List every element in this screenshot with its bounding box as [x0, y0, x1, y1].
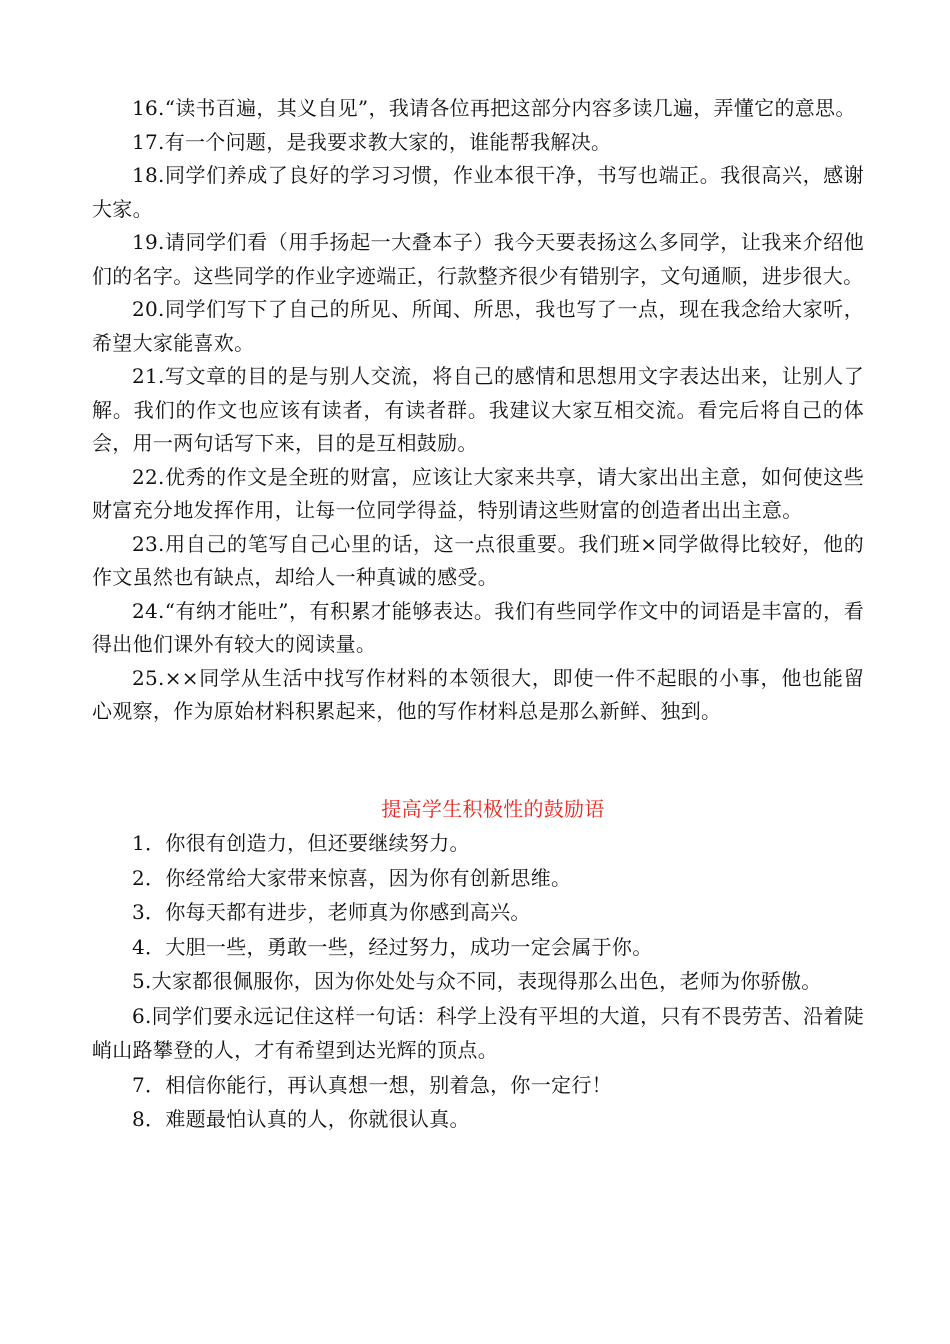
list-item-4: 4．大胆一些，勇敢一些，经过努力，成功一定会属于你。: [132, 934, 653, 959]
paragraph-17: 17.有一个问题，是我要求教大家的，谁能帮我解决。: [132, 129, 612, 154]
list-item-8: 8．难题最怕认真的人，你就很认真。: [132, 1107, 470, 1131]
paragraph-19: 19.请同学们看（用手扬起一大叠本子）我今天要表扬这么多同学，让我来介绍他们的名字。这些同学的作业字迹端正，行款整齐很少有错别字，文句通顺，进步很大。: [92, 230, 864, 288]
paragraph-16: 16.“读书百遍，其义自见”，我请各位再把这部分内容多读几遍，弄懂它的意思。: [132, 96, 856, 120]
list-item-1: 1．你很有创造力，但还要继续努力。: [132, 831, 470, 855]
list-item-2: 2．你经常给大家带来惊喜，因为你有创新思维。: [132, 865, 572, 890]
paragraph-25: 25.××同学从生活中找写作材料的本领很大，即使一件不起眼的小事，他也能留心观察，作为原始材料积累起来，他的写作材料总是那么新鲜、独到。: [92, 665, 864, 723]
paragraph-21: 21.写文章的目的是与别人交流，将自己的感情和思想用文字表达出来，让别人了解。我们的作文也应该有读者，有读者群。我建议大家互相交流。看完后将自己的体会，用一两句话写下来，目的是互相鼓励。: [92, 364, 864, 455]
paragraph-18: 18.同学们养成了良好的学习习惯，作业本很干净，书写也端正。我很高兴，感谢大家。: [92, 163, 864, 221]
section-title: 提高学生积极性的鼓励语: [381, 796, 605, 821]
list-item-5: 5.大家都很佩服你，因为你处处与众不同，表现得那么出色，老师为你骄傲。: [132, 969, 822, 993]
paragraph-23: 23.用自己的笔写自己心里的话，这一点很重要。我们班×同学做得比较好，他的作文虽然也有缺点，却给人一种真诚的感受。: [92, 531, 864, 589]
list-item-7: 7．相信你能行，再认真想一想，别着急，你一定行！: [132, 1072, 612, 1097]
list-item-6: 6.同学们要永远记住这样一句话：科学上没有平坦的大道，只有不畏劳苦、沿着陡峭山路攀登的人，才有希望到达光辉的顶点。: [92, 1003, 864, 1062]
paragraph-24: 24.“有纳才能吐”，有积累才能够表达。我们有些同学作文中的词语是丰富的，看得出他们课外有较大的阅读量。: [92, 598, 864, 656]
document-page: [92, 92, 864, 1137]
paragraph-20: 20.同学们写下了自己的所见、所闻、所思，我也写了一点，现在我念给大家听，希望大家能喜欢。: [92, 297, 864, 355]
list-item-3: 3．你每天都有进步，老师真为你感到高兴。: [132, 900, 531, 924]
section-spacer: [92, 729, 864, 793]
paragraph-22: 22.优秀的作文是全班的财富，应该让大家来共享，请大家出出主意，如何使这些财富充分地发挥作用，让每一位同学得益，特别请这些财富的创造者出出主意。: [92, 464, 864, 522]
